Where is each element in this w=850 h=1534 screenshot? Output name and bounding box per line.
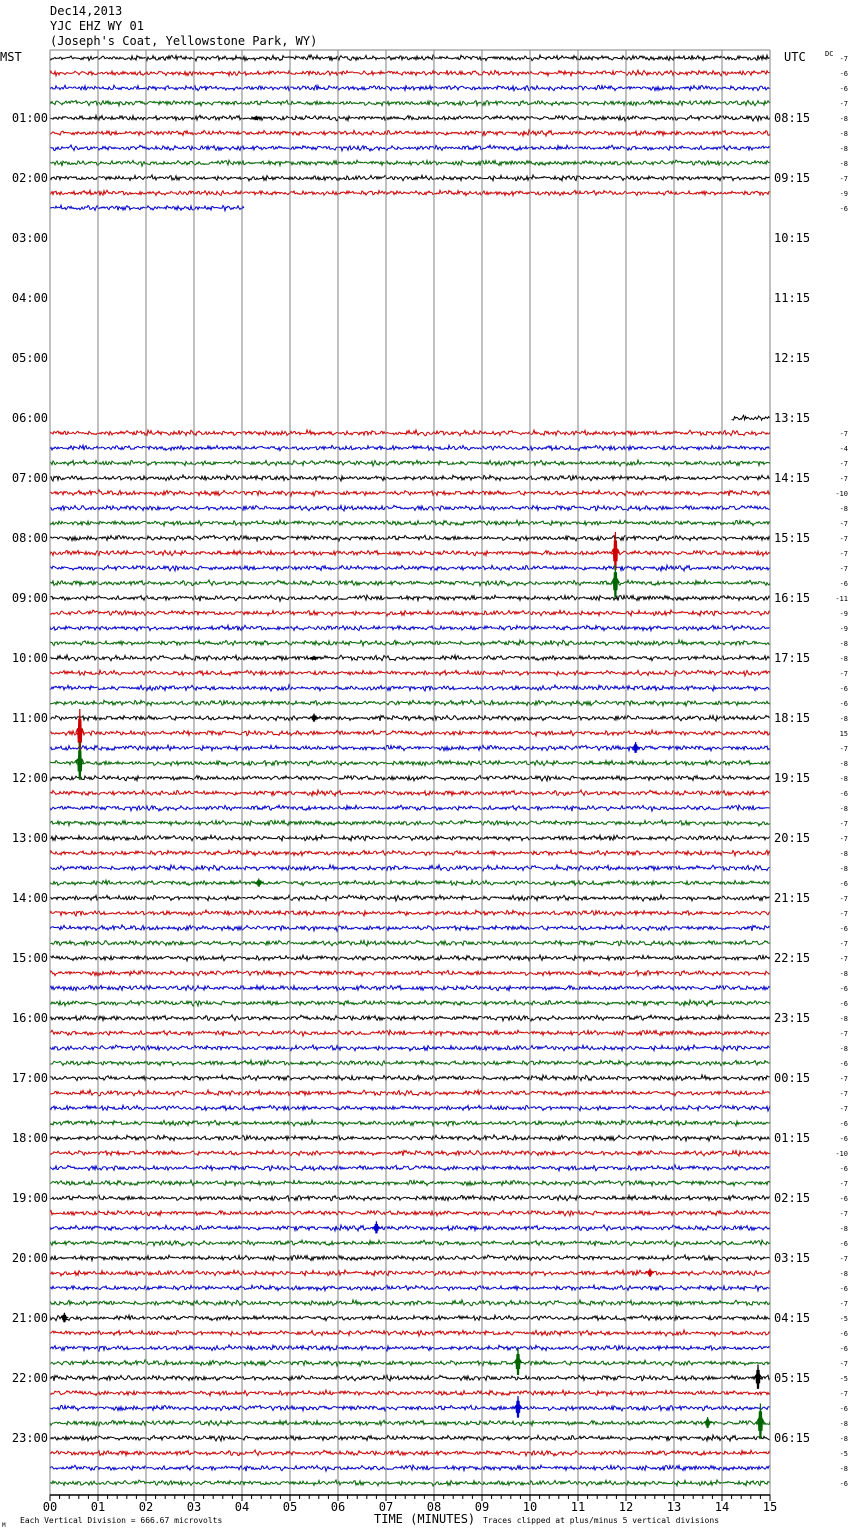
- dc-offset-label-26: -4: [839, 445, 848, 453]
- trace-line-72: [50, 1135, 770, 1141]
- traces-layer: [50, 55, 770, 1486]
- x-tick-label-01: 01: [90, 1500, 106, 1514]
- dc-offset-label-54: -8: [839, 865, 848, 873]
- corner-mark: M: [2, 1522, 6, 1529]
- trace-line-27: [50, 460, 770, 466]
- dc-offset-label-37: -9: [839, 610, 848, 618]
- hour-label-mst-12: 13:00: [11, 831, 48, 845]
- trace-line-25: [50, 430, 770, 436]
- trace-line-65: [50, 1030, 770, 1036]
- dc-offset-label-91: -8: [839, 1420, 848, 1428]
- hour-label-utc-4: 12:15: [774, 351, 811, 365]
- dc-offset-label-46: -7: [839, 745, 848, 753]
- dc-offset-label-50: -8: [839, 805, 848, 813]
- trace-line-76: [50, 1195, 770, 1201]
- hour-label-utc-10: 18:15: [774, 711, 811, 725]
- dc-offset-label-25: -7: [839, 430, 848, 438]
- hour-label-utc-17: 01:15: [774, 1131, 811, 1145]
- trace-line-24: [732, 415, 770, 420]
- trace-line-8: [50, 175, 770, 181]
- trace-line-54: [50, 865, 770, 871]
- hour-label-utc-14: 22:15: [774, 951, 811, 965]
- dc-offset-label-64: -8: [839, 1015, 848, 1023]
- hour-label-utc-2: 10:15: [774, 231, 811, 245]
- dc-offset-label-85: -6: [839, 1330, 848, 1338]
- dc-offset-label-28: -7: [839, 475, 848, 483]
- dc-offset-label-79: -6: [839, 1240, 848, 1248]
- x-tick-label-12: 12: [618, 1500, 634, 1514]
- dc-offset-label-49: -6: [839, 790, 848, 798]
- trace-line-94: [50, 1465, 770, 1471]
- trace-line-57: [50, 910, 770, 916]
- dc-offset-label-87: -7: [839, 1360, 848, 1368]
- header-location: (Joseph's Coat, Yellowstone Park, WY): [50, 34, 318, 48]
- trace-line-34: [50, 565, 770, 571]
- dc-offset-label-2: -6: [839, 85, 848, 93]
- dc-offset-label-38: -9: [839, 625, 848, 633]
- hour-label-mst-0: 01:00: [11, 111, 48, 125]
- hour-label-mst-19: 20:00: [11, 1251, 48, 1265]
- trace-line-52: [50, 835, 770, 841]
- dc-offset-label-0: -7: [839, 55, 848, 63]
- dc-offset-label-8: -7: [839, 175, 848, 183]
- dc-offset-label-29: -10: [835, 490, 848, 498]
- seismic-event-7: [76, 742, 84, 780]
- trace-line-59: [50, 940, 770, 946]
- dc-offset-label-84: -5: [839, 1315, 848, 1323]
- trace-line-2: [50, 85, 770, 91]
- trace-line-67: [50, 1060, 770, 1066]
- dc-offset-label-83: -7: [839, 1300, 848, 1308]
- trace-line-26: [50, 445, 770, 450]
- hour-label-mst-22: 23:00: [11, 1431, 48, 1445]
- hour-label-mst-16: 17:00: [11, 1071, 48, 1085]
- seismic-event-11: [60, 1313, 68, 1322]
- dc-column-label: DC: [825, 50, 834, 58]
- label-layer: [12, 55, 848, 1514]
- seismic-event-16: [756, 1404, 764, 1439]
- dc-offset-label-33: -7: [839, 550, 848, 558]
- dc-offset-label-67: -6: [839, 1060, 848, 1068]
- x-tick-label-15: 15: [762, 1500, 778, 1514]
- trace-line-35: [50, 580, 770, 586]
- hour-label-utc-19: 03:15: [774, 1251, 811, 1265]
- dc-offset-label-1: -6: [839, 70, 848, 78]
- dc-offset-label-44: -8: [839, 715, 848, 723]
- x-tick-label-06: 06: [330, 1500, 346, 1514]
- trace-line-56: [50, 895, 770, 901]
- dc-offset-label-51: -7: [839, 820, 848, 828]
- trace-line-87: [50, 1360, 770, 1366]
- trace-line-55: [50, 880, 770, 885]
- trace-line-92: [50, 1435, 770, 1441]
- dc-offset-label-82: -6: [839, 1285, 848, 1293]
- hour-label-mst-1: 02:00: [11, 171, 48, 185]
- trace-line-95: [50, 1480, 770, 1486]
- x-tick-label-03: 03: [186, 1500, 202, 1514]
- dc-offset-label-75: -7: [839, 1180, 848, 1188]
- hour-label-mst-13: 14:00: [11, 891, 48, 905]
- x-tick-label-02: 02: [138, 1500, 154, 1514]
- dc-offset-label-88: -5: [839, 1375, 848, 1383]
- trace-line-4: [50, 115, 770, 121]
- hour-label-mst-4: 05:00: [11, 351, 48, 365]
- trace-line-46: [50, 745, 770, 751]
- dc-offset-label-57: -7: [839, 910, 848, 918]
- hour-label-mst-18: 19:00: [11, 1191, 48, 1205]
- hour-label-utc-21: 05:15: [774, 1371, 811, 1385]
- trace-line-42: [50, 685, 770, 691]
- trace-line-62: [50, 985, 770, 990]
- hour-label-utc-18: 02:15: [774, 1191, 811, 1205]
- dc-offset-label-39: -8: [839, 640, 848, 648]
- trace-line-88: [50, 1375, 770, 1381]
- dc-offset-label-62: -6: [839, 985, 848, 993]
- trace-line-43: [50, 700, 770, 706]
- trace-line-39: [50, 640, 770, 646]
- trace-line-70: [50, 1105, 770, 1111]
- hour-label-utc-0: 08:15: [774, 111, 811, 125]
- dc-offset-label-53: -8: [839, 850, 848, 858]
- dc-offset-label-61: -8: [839, 970, 848, 978]
- dc-offset-label-71: -6: [839, 1120, 848, 1128]
- seismic-event-13: [754, 1365, 762, 1389]
- dc-offset-label-93: -5: [839, 1450, 848, 1458]
- dc-offset-label-36: -11: [835, 595, 848, 603]
- dc-offset-label-41: -7: [839, 670, 848, 678]
- dc-offset-label-48: -8: [839, 775, 848, 783]
- hour-label-utc-3: 11:15: [774, 291, 811, 305]
- hour-label-utc-16: 00:15: [774, 1071, 811, 1085]
- trace-line-77: [50, 1211, 770, 1216]
- seismic-event-12: [514, 1348, 522, 1375]
- trace-line-10: [50, 205, 244, 211]
- dc-offset-label-63: -6: [839, 1000, 848, 1008]
- dc-offset-label-32: -7: [839, 535, 848, 543]
- trace-line-33: [50, 550, 770, 556]
- trace-line-93: [50, 1450, 770, 1456]
- trace-line-74: [50, 1165, 770, 1171]
- dc-offset-label-30: -8: [839, 505, 848, 513]
- grid-layer: [50, 50, 770, 1501]
- hour-label-mst-17: 18:00: [11, 1131, 48, 1145]
- trace-line-63: [50, 1000, 770, 1006]
- trace-line-5: [50, 130, 770, 136]
- trace-line-47: [50, 760, 770, 766]
- hour-label-utc-12: 20:15: [774, 831, 811, 845]
- trace-line-9: [50, 190, 770, 196]
- header-station: YJC EHZ WY 01: [50, 19, 144, 33]
- trace-line-82: [50, 1285, 770, 1291]
- trace-line-6: [50, 145, 770, 151]
- dc-offset-label-27: -7: [839, 460, 848, 468]
- trace-line-28: [50, 475, 770, 481]
- trace-line-3: [50, 100, 770, 106]
- dc-offset-label-78: -8: [839, 1225, 848, 1233]
- x-tick-label-14: 14: [714, 1500, 730, 1514]
- dc-offset-label-72: -6: [839, 1135, 848, 1143]
- trace-line-36: [50, 595, 770, 601]
- hour-label-mst-11: 12:00: [11, 771, 48, 785]
- hour-label-utc-7: 15:15: [774, 531, 811, 545]
- dc-offset-label-74: -6: [839, 1165, 848, 1173]
- seismic-event-2: [611, 565, 619, 597]
- dc-offset-label-5: -8: [839, 130, 848, 138]
- dc-offset-label-70: -7: [839, 1105, 848, 1113]
- dc-offset-label-7: -8: [839, 160, 848, 168]
- trace-line-37: [50, 610, 770, 616]
- dc-offset-label-69: -7: [839, 1090, 848, 1098]
- x-tick-label-07: 07: [378, 1500, 394, 1514]
- hour-label-utc-22: 06:15: [774, 1431, 811, 1445]
- dc-offset-label-4: -8: [839, 115, 848, 123]
- hour-label-utc-15: 23:15: [774, 1011, 811, 1025]
- trace-line-68: [50, 1075, 770, 1081]
- trace-line-69: [50, 1090, 770, 1096]
- x-tick-label-10: 10: [522, 1500, 538, 1514]
- hour-label-mst-21: 22:00: [11, 1371, 48, 1385]
- hour-label-mst-6: 07:00: [11, 471, 48, 485]
- trace-line-81: [50, 1270, 770, 1276]
- trace-line-51: [50, 820, 770, 826]
- dc-offset-label-10: -6: [839, 205, 848, 213]
- trace-line-91: [50, 1420, 770, 1425]
- trace-line-32: [50, 535, 770, 541]
- trace-line-89: [50, 1390, 770, 1396]
- dc-offset-label-66: -8: [839, 1045, 848, 1053]
- hour-label-mst-15: 16:00: [11, 1011, 48, 1025]
- hour-label-mst-3: 04:00: [11, 291, 48, 305]
- trace-line-60: [50, 955, 770, 961]
- dc-offset-label-80: -7: [839, 1255, 848, 1263]
- trace-line-29: [50, 490, 770, 496]
- x-tick-label-05: 05: [282, 1500, 298, 1514]
- dc-offset-label-56: -7: [839, 895, 848, 903]
- trace-line-38: [50, 625, 770, 631]
- seismic-event-8: [255, 879, 263, 887]
- seismic-event-4: [310, 714, 318, 722]
- dc-offset-label-68: -7: [839, 1075, 848, 1083]
- dc-offset-label-94: -8: [839, 1465, 848, 1473]
- x-tick-label-11: 11: [570, 1500, 586, 1514]
- dc-offset-label-81: -8: [839, 1270, 848, 1278]
- hour-label-utc-9: 17:15: [774, 651, 811, 665]
- trace-line-31: [50, 520, 770, 526]
- trace-line-45: [50, 730, 770, 736]
- trace-line-66: [50, 1045, 770, 1051]
- dc-offset-label-9: -9: [839, 190, 848, 198]
- right-timezone-label: UTC: [784, 50, 806, 64]
- trace-line-49: [50, 790, 770, 796]
- trace-line-44: [50, 715, 770, 721]
- trace-line-64: [50, 1015, 770, 1021]
- hour-label-mst-2: 03:00: [11, 231, 48, 245]
- dc-offset-label-90: -6: [839, 1405, 848, 1413]
- hour-label-mst-9: 10:00: [11, 651, 48, 665]
- dc-offset-label-35: -6: [839, 580, 848, 588]
- dc-offset-label-86: -6: [839, 1345, 848, 1353]
- x-tick-label-09: 09: [474, 1500, 490, 1514]
- hour-label-utc-13: 21:15: [774, 891, 811, 905]
- trace-line-53: [50, 850, 770, 856]
- left-timezone-label: MST: [0, 50, 22, 64]
- dc-offset-label-34: -7: [839, 565, 848, 573]
- dc-offset-label-45: 15: [839, 730, 848, 738]
- dc-offset-label-89: -7: [839, 1390, 848, 1398]
- dc-offset-label-40: -8: [839, 655, 848, 663]
- header-date: Dec14,2013: [50, 4, 123, 18]
- trace-line-85: [50, 1330, 770, 1336]
- trace-line-84: [50, 1315, 770, 1320]
- x-tick-label-00: 00: [42, 1500, 58, 1514]
- hour-label-utc-1: 09:15: [774, 171, 811, 185]
- trace-line-86: [50, 1345, 770, 1351]
- dc-offset-label-42: -6: [839, 685, 848, 693]
- x-tick-label-08: 08: [426, 1500, 442, 1514]
- dc-offset-label-6: -8: [839, 145, 848, 153]
- seismic-event-14: [514, 1396, 522, 1418]
- dc-offset-label-47: -8: [839, 760, 848, 768]
- trace-line-0: [50, 55, 770, 61]
- hour-label-mst-14: 15:00: [11, 951, 48, 965]
- trace-line-75: [50, 1180, 770, 1186]
- trace-line-73: [50, 1150, 770, 1156]
- trace-line-7: [50, 160, 770, 166]
- trace-line-61: [50, 970, 770, 976]
- dc-offset-label-52: -7: [839, 835, 848, 843]
- trace-line-80: [50, 1255, 770, 1261]
- clip-note: Traces clipped at plus/minus 5 vertical divisions: [483, 1516, 720, 1525]
- hour-label-mst-8: 09:00: [11, 591, 48, 605]
- trace-line-78: [50, 1225, 770, 1231]
- seismic-event-6: [632, 742, 640, 753]
- dc-offset-label-58: -6: [839, 925, 848, 933]
- dc-offset-label-76: -6: [839, 1195, 848, 1203]
- hour-label-mst-20: 21:00: [11, 1311, 48, 1325]
- hour-label-utc-5: 13:15: [774, 411, 811, 425]
- trace-line-41: [50, 670, 770, 676]
- dc-offset-label-3: -7: [839, 100, 848, 108]
- trace-line-79: [50, 1240, 770, 1246]
- dc-offset-label-59: -7: [839, 940, 848, 948]
- seismic-event-10: [646, 1269, 654, 1277]
- trace-line-48: [50, 776, 770, 781]
- hour-label-utc-8: 16:15: [774, 591, 811, 605]
- trace-line-1: [50, 70, 770, 76]
- dc-offset-label-73: -10: [835, 1150, 848, 1158]
- dc-offset-label-95: -6: [839, 1480, 848, 1488]
- trace-line-90: [50, 1405, 770, 1411]
- x-axis-label: TIME (MINUTES): [374, 1512, 476, 1526]
- dc-offset-label-55: -6: [839, 880, 848, 888]
- hour-label-utc-6: 14:15: [774, 471, 811, 485]
- hour-label-mst-5: 06:00: [11, 411, 48, 425]
- x-tick-label-13: 13: [666, 1500, 682, 1514]
- dc-offset-label-43: -6: [839, 700, 848, 708]
- seismic-event-9: [372, 1221, 380, 1233]
- dc-offset-label-65: -7: [839, 1030, 848, 1038]
- x-tick-label-04: 04: [234, 1500, 250, 1514]
- hour-label-mst-7: 08:00: [11, 531, 48, 545]
- dc-offset-label-77: -7: [839, 1210, 848, 1218]
- dc-offset-label-60: -7: [839, 955, 848, 963]
- trace-line-83: [50, 1300, 770, 1306]
- hour-label-utc-20: 04:15: [774, 1311, 811, 1325]
- trace-line-30: [50, 505, 770, 511]
- trace-line-50: [50, 805, 770, 811]
- seismic-event-15: [704, 1417, 712, 1428]
- hour-label-utc-11: 19:15: [774, 771, 811, 785]
- dc-offset-label-92: -8: [839, 1435, 848, 1443]
- scale-note: Each Vertical Division = 666.67 microvolts: [20, 1516, 223, 1525]
- trace-line-58: [50, 925, 770, 931]
- hour-label-mst-10: 11:00: [11, 711, 48, 725]
- trace-line-40: [50, 655, 770, 661]
- trace-line-71: [50, 1120, 770, 1126]
- dc-offset-label-31: -7: [839, 520, 848, 528]
